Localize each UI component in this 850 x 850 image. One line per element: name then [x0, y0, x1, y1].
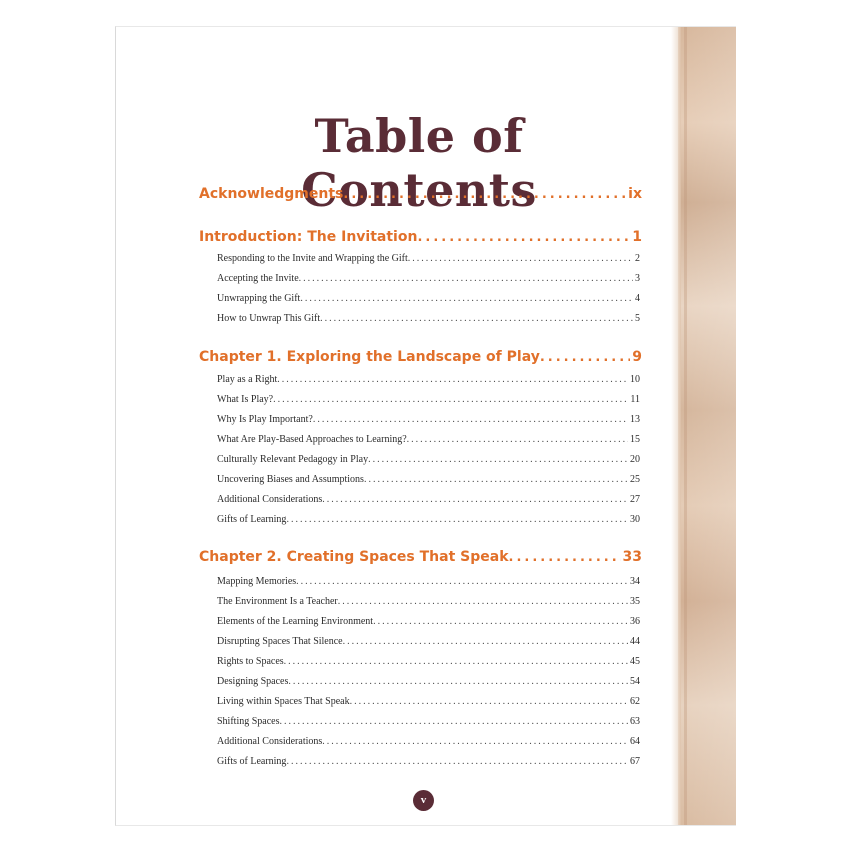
toc-item-label: Shifting Spaces: [217, 716, 280, 727]
toc-page-number: 13: [630, 414, 640, 425]
toc-item[interactable]: [217, 596, 640, 607]
toc-item[interactable]: [217, 313, 640, 324]
dot-leader: [322, 736, 628, 747]
toc-item-label: Disrupting Spaces That Silence: [217, 636, 343, 647]
toc-page-number: 64: [630, 736, 640, 747]
toc-heading-chapter-2[interactable]: [199, 549, 642, 565]
dot-leader: [368, 454, 628, 465]
toc-item-label: Accepting the Invite: [217, 273, 299, 284]
toc-item-label: What Are Play-Based Approaches to Learning?: [217, 434, 407, 445]
toc-item-label: Gifts of Learning: [217, 514, 287, 525]
toc-item[interactable]: [217, 293, 640, 304]
toc-item[interactable]: [217, 616, 640, 627]
toc-page-number: 67: [630, 756, 640, 767]
dot-leader: [296, 576, 628, 587]
toc-page-number: 35: [630, 596, 640, 607]
watercolor-edge-strip: [678, 27, 736, 825]
dot-leader: [322, 494, 628, 505]
toc-item[interactable]: [217, 636, 640, 647]
toc-item-label: Elements of the Learning Environment: [217, 616, 374, 627]
toc-page-number: ix: [628, 186, 642, 202]
toc-item-label: Responding to the Invite and Wrapping the Gift: [217, 253, 408, 264]
toc-page-number: 1: [632, 229, 642, 245]
dot-leader: [350, 696, 628, 707]
toc-item-label: Rights to Spaces: [217, 656, 284, 667]
dot-leader: [286, 756, 628, 767]
toc-heading-chapter-1[interactable]: [199, 349, 642, 365]
toc-page-number: 2: [635, 253, 640, 264]
dot-leader: [338, 596, 628, 607]
toc-page-number: 20: [630, 454, 640, 465]
toc-heading-label: Chapter 1. Exploring the Landscape of Play: [199, 349, 540, 365]
dot-leader: [417, 230, 630, 245]
toc-item[interactable]: [217, 576, 640, 587]
dot-leader: [286, 514, 628, 525]
dot-leader: [284, 656, 628, 667]
toc-item[interactable]: [217, 273, 640, 284]
dot-leader: [343, 187, 626, 202]
toc-item-label: Mapping Memories: [217, 576, 297, 587]
toc-item[interactable]: [217, 676, 640, 687]
toc-page-number: 62: [630, 696, 640, 707]
toc-item[interactable]: [217, 434, 640, 445]
toc-item[interactable]: [217, 394, 640, 405]
toc-item-label: The Environment Is a Teacher: [217, 596, 338, 607]
toc-item-label: Uncovering Biases and Assumptions: [217, 474, 364, 485]
toc-item[interactable]: [217, 494, 640, 505]
toc-item[interactable]: [217, 253, 640, 264]
dot-leader: [408, 253, 633, 264]
toc-heading-label: Acknowledgments: [199, 186, 344, 202]
dot-leader: [343, 636, 628, 647]
dot-leader: [540, 350, 630, 365]
toc-page-number: 44: [630, 636, 640, 647]
toc-item[interactable]: [217, 756, 640, 767]
toc-heading-label: Chapter 2. Creating Spaces That Speak: [199, 549, 509, 565]
dot-leader: [320, 313, 633, 324]
toc-item-label: Gifts of Learning: [217, 756, 287, 767]
dot-leader: [373, 616, 628, 627]
toc-item-label: How to Unwrap This Gift: [217, 313, 321, 324]
page-number-badge: v: [413, 790, 434, 811]
page-title: Table of Contents: [301, 109, 537, 217]
dot-leader: [299, 273, 633, 284]
toc-entry-acknowledgments[interactable]: [199, 186, 642, 202]
toc-page-number: 27: [630, 494, 640, 505]
dot-leader: [364, 474, 628, 485]
dot-leader: [273, 394, 628, 405]
toc-page-number: 5: [635, 313, 640, 324]
toc-page-number: 10: [630, 374, 640, 385]
toc-page-number: 11: [630, 394, 640, 405]
toc-page-number: 33: [622, 549, 642, 565]
dot-leader: [509, 550, 621, 565]
toc-page-number: 30: [630, 514, 640, 525]
dot-leader: [300, 293, 633, 304]
toc-page-number: 15: [630, 434, 640, 445]
dot-leader: [407, 434, 628, 445]
toc-heading-introduction[interactable]: [199, 229, 642, 245]
toc-item-label: Additional Considerations: [217, 494, 323, 505]
toc-heading-label: Introduction: The Invitation: [199, 229, 418, 245]
toc-item-label: What Is Play?: [217, 394, 274, 405]
toc-page-number: 45: [630, 656, 640, 667]
toc-page-number: 25: [630, 474, 640, 485]
toc-item-label: Additional Considerations: [217, 736, 323, 747]
toc-item[interactable]: [217, 414, 640, 425]
toc-page-number: 4: [635, 293, 640, 304]
toc-item[interactable]: [217, 374, 640, 385]
toc-item[interactable]: [217, 696, 640, 707]
book-page: [115, 26, 736, 826]
toc-item-label: Unwrapping the Gift: [217, 293, 301, 304]
dot-leader: [280, 716, 629, 727]
toc-page-number: 34: [630, 576, 640, 587]
toc-item[interactable]: [217, 454, 640, 465]
toc-item[interactable]: [217, 514, 640, 525]
toc-item[interactable]: [217, 716, 640, 727]
toc-item[interactable]: [217, 474, 640, 485]
toc-page-number: 36: [630, 616, 640, 627]
dot-leader: [277, 374, 628, 385]
toc-item-label: Play as a Right: [217, 374, 278, 385]
toc-page-number: 3: [635, 273, 640, 284]
toc-item-label: Designing Spaces: [217, 676, 289, 687]
toc-item-label: Culturally Relevant Pedagogy in Play: [217, 454, 369, 465]
toc-item[interactable]: [217, 656, 640, 667]
toc-item-label: Living within Spaces That Speak: [217, 696, 350, 707]
toc-item-label: Why Is Play Important?: [217, 414, 313, 425]
dot-leader: [288, 676, 628, 687]
toc-page-number: 54: [630, 676, 640, 687]
dot-leader: [313, 414, 628, 425]
toc-page-number: 9: [632, 349, 642, 365]
toc-item[interactable]: [217, 736, 640, 747]
toc-page-number: 63: [630, 716, 640, 727]
